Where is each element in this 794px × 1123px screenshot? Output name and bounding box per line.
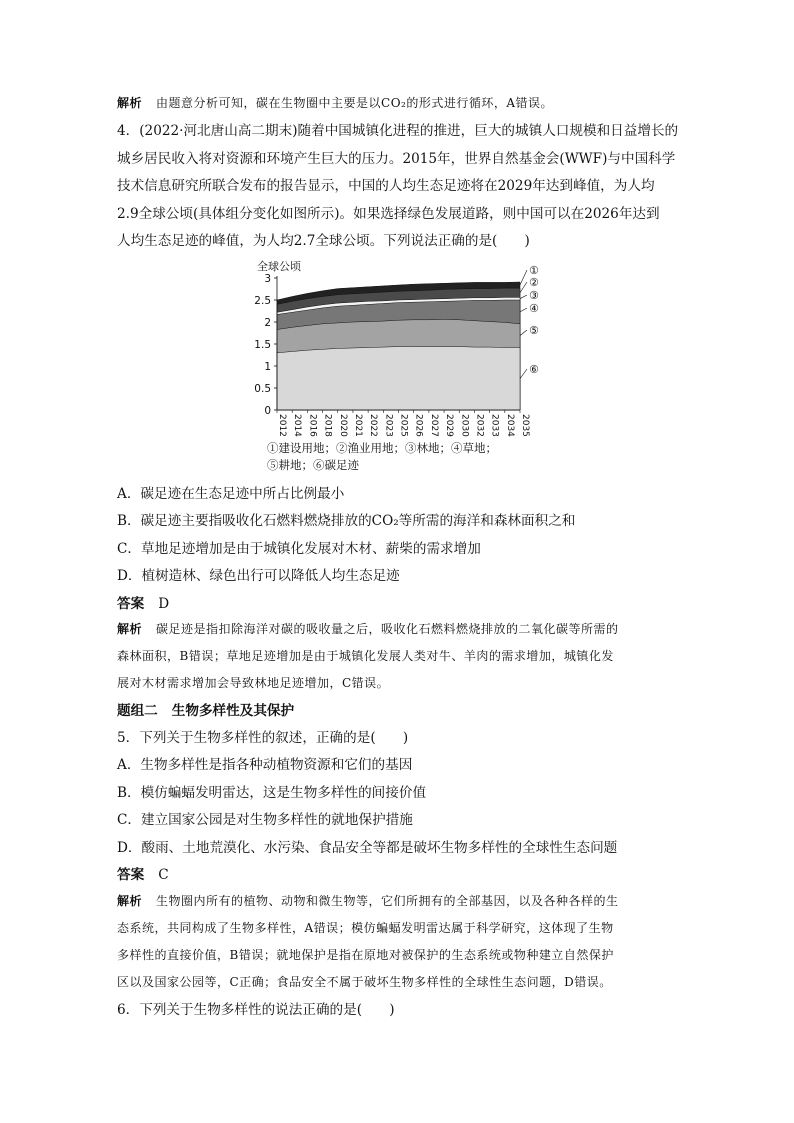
y-tick-label: 0 (264, 405, 271, 417)
section-label: 题组二 (117, 703, 158, 719)
series-label-2: ② (529, 276, 539, 289)
x-tick-label: 2034 (504, 414, 515, 437)
explanation-text: 由题意分析可知，碳在生物圈中主要是以CO₂的形式进行循环，A错误。 (156, 96, 554, 110)
answer-value: C (158, 867, 169, 883)
series-leader-line (520, 282, 527, 293)
answer-value: D (158, 596, 170, 612)
y-tick-label: 2.5 (254, 295, 271, 307)
q5-option-c: C．建立国家公园是对生物多样性的就地保护措施 (117, 812, 413, 828)
q3-explanation-line (117, 96, 553, 110)
series-leader-line (520, 308, 527, 312)
q4-explanation-line-2: 森林面积，B错误；草地足迹增加是由于城镇化发展人类对牛、羊肉的需求增加，城镇化发 (117, 649, 614, 663)
q5-stem: 5．下列关于生物多样性的叙述，正确的是( ) (117, 730, 409, 746)
q6-stem: 6．下列关于生物多样性的说法正确的是( ) (117, 1002, 395, 1018)
q5-explanation-line-1 (117, 894, 619, 908)
x-tick-label: 2020 (337, 414, 348, 437)
q5-explanation-line-2: 态系统，共同构成了生物多样性，A错误；模仿蝙蝠发明雷达属于科学研究，这体现了生物 (117, 921, 614, 935)
q4-option-c: C．草地足迹增加是由于城镇化发展对木材、薪柴的需求增加 (117, 541, 481, 557)
analysis-label: 解析 (117, 622, 143, 636)
q4-answer (117, 596, 169, 612)
x-tick-label: 2035 (520, 414, 530, 437)
x-tick-label: 2027 (428, 414, 439, 437)
series-leader-line (520, 330, 527, 336)
chart-legend-line-2: ⑤耕地；⑥碳足迹 (267, 458, 359, 472)
analysis-label: 解析 (117, 96, 143, 110)
series-label-6: ⑥ (529, 363, 539, 376)
x-tick-label: 2022 (368, 414, 379, 437)
q5-option-b: B．模仿蝙蝠发明雷达，这是生物多样性的间接价值 (117, 785, 427, 801)
series-leader-line (520, 295, 527, 299)
q4-option-d: D．植树造林、绿色出行可以降低人均生态足迹 (117, 568, 400, 584)
q5-answer (117, 867, 169, 883)
q5-option-a: A．生物多样性是指各种动植物资源和它们的基因 (117, 757, 413, 773)
y-tick-label: 0.5 (254, 383, 271, 395)
q4-stem-line-3: 技术信息研究所联合发布的报告显示，中国的人均生态足迹将在2029年达到峰值，为人均 (117, 178, 655, 194)
analysis-label: 解析 (117, 894, 143, 908)
x-tick-label: 2032 (474, 414, 485, 437)
y-tick-label: 2 (264, 317, 271, 329)
q4-option-a: A．碳足迹在生态足迹中所占比例最小 (117, 486, 345, 502)
series-leader-line (520, 270, 527, 285)
ecological-footprint-chart (247, 254, 557, 474)
chart-legend-line-1: ①建设用地；②渔业用地；③林地；④草地； (267, 441, 497, 455)
x-tick-label: 2033 (489, 414, 500, 437)
q4-stem-line-5: 人均生态足迹的峰值，为人均2.7全球公顷。下列说法正确的是( ) (117, 233, 530, 249)
explanation-text: 碳足迹是指扣除海洋对碳的吸收量之后，吸收化石燃料燃烧排放的二氧化碳等所需的 (156, 622, 619, 636)
x-tick-label: 2016 (307, 414, 318, 437)
series-label-5: ⑤ (529, 324, 539, 337)
series-label-4: ④ (529, 302, 539, 315)
x-tick-label: 2021 (352, 414, 363, 437)
section-title: 生物多样性及其保护 (171, 703, 295, 719)
x-tick-label: 2029 (444, 414, 455, 437)
series-label-3: ③ (529, 289, 539, 302)
x-tick-label: 2030 (459, 414, 470, 437)
series-label-1: ① (529, 264, 539, 277)
answer-label: 答案 (117, 596, 145, 612)
q4-stem-line-1: 4．(2022·河北唐山高二期末)随着中国城镇化进程的推进，巨大的城镇人口规模和日益增长的 (117, 123, 679, 139)
q5-explanation-line-4: 区以及国家公园等，C正确；食品安全不属于破坏生物多样性的全球性生态问题，D错误。 (117, 975, 612, 989)
q4-stem-line-2: 城乡居民收入将对资源和环境产生巨大的压力。2015年，世界自然基金会(WWF)与中国科学 (117, 151, 676, 167)
section-heading (117, 703, 294, 719)
x-tick-label: 2014 (292, 414, 303, 437)
area-chart-svg (247, 254, 557, 444)
explanation-text: 生物圈内所有的植物、动物和微生物等，它们所拥有的全部基因，以及各种各样的生 (156, 894, 619, 908)
series-leader-line (520, 369, 527, 379)
x-tick-label: 2018 (322, 414, 333, 437)
q4-explanation-line-3: 展对木材需求增加会导致林地足迹增加，C错误。 (117, 676, 390, 690)
q4-option-b: B．碳足迹主要指吸收化石燃料燃烧排放的CO₂等所需的海洋和森林面积之和 (117, 513, 576, 529)
x-tick-label: 2023 (383, 414, 394, 437)
x-tick-label: 2026 (413, 414, 424, 437)
area-series-6 (277, 347, 520, 410)
q5-option-d: D．酸雨、土地荒漠化、水污染、食品安全等都是破坏生物多样性的全球性生态问题 (117, 840, 618, 856)
answer-label: 答案 (117, 867, 145, 883)
q5-explanation-line-3: 多样性的直接价值，B错误；就地保护是指在原地对被保护的生态系统或物种建立自然保护 (117, 948, 614, 962)
q4-stem-line-4: 2.9全球公顷(具体组分变化如图所示)。如果选择绿色发展道路，则中国可以在2026年达到 (117, 206, 660, 222)
y-tick-label: 1.5 (254, 339, 271, 351)
y-tick-label: 1 (264, 361, 271, 373)
q4-explanation-line-1 (117, 622, 619, 636)
y-axis-label: 全球公顷 (257, 260, 301, 273)
x-tick-label: 2012 (277, 414, 287, 437)
x-tick-label: 2025 (398, 414, 409, 437)
y-tick-label: 3 (264, 273, 271, 285)
